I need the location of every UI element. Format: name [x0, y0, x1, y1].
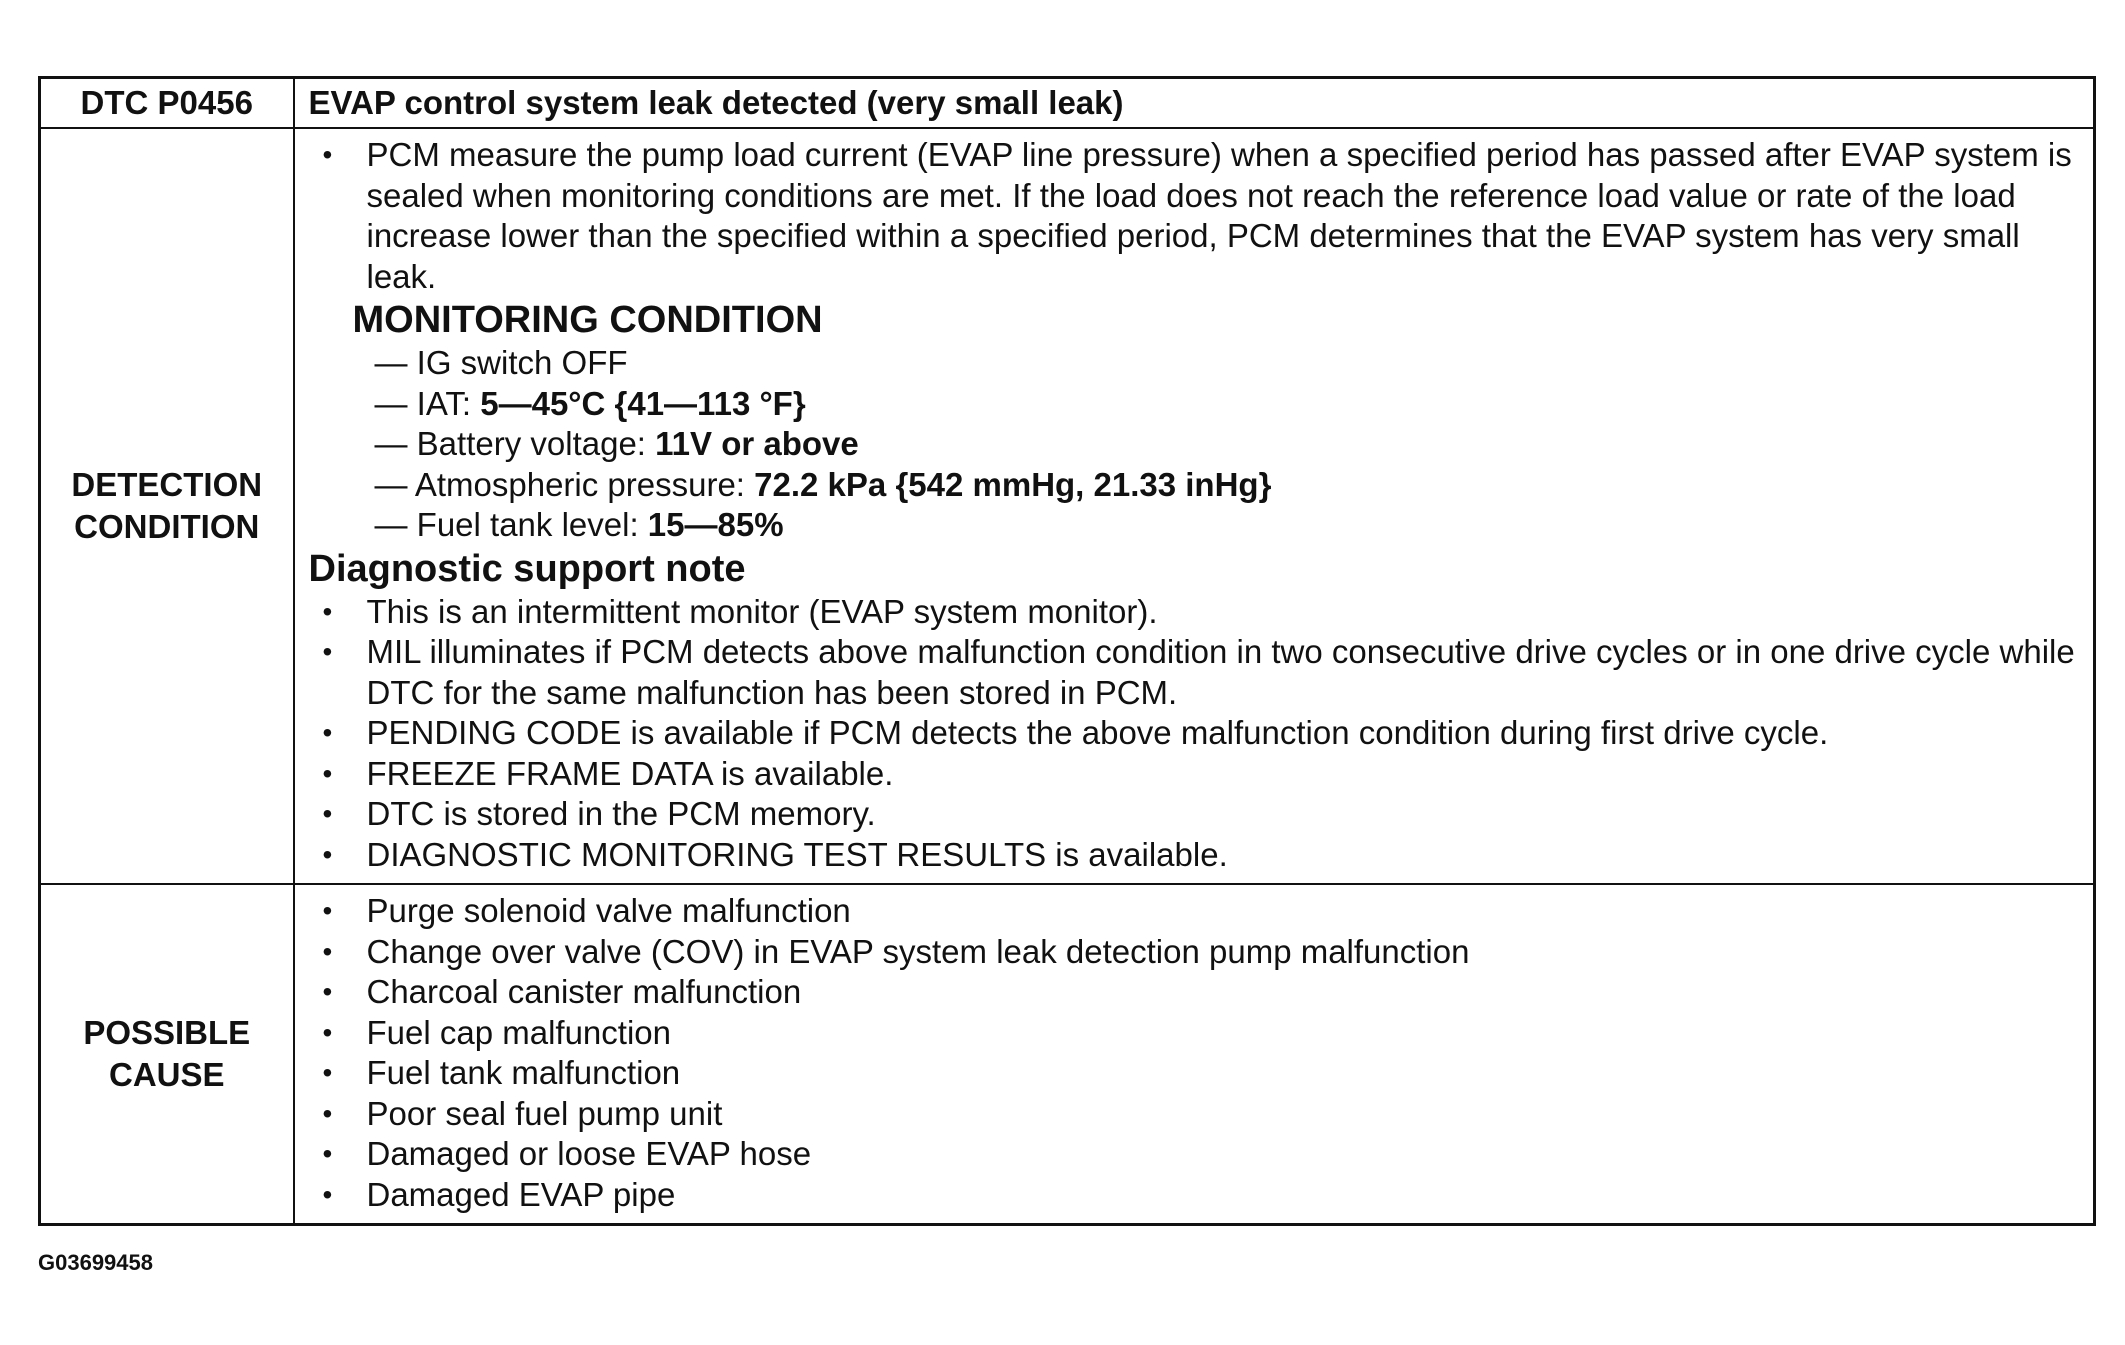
bullet-icon: • [322, 838, 333, 870]
detection-content [294, 128, 2095, 884]
detection-row [40, 128, 2095, 884]
condition-item: — Fuel tank level: 15—85% [374, 506, 784, 543]
bullet-icon: • [322, 636, 333, 667]
detection-label-line2: CONDITION [74, 508, 260, 545]
possible-cause-label [40, 884, 294, 1225]
cause-item: • Change over valve (COV) in EVAP system leak detection pump malfunction [309, 932, 2082, 973]
bullet-icon: • [322, 595, 333, 627]
note-item: • PENDING CODE is available if PCM detects the above malfunction condition during first drive cycle. [309, 713, 2082, 754]
cause-item: • Damaged EVAP pipe [309, 1175, 2082, 1216]
header-row [40, 78, 2095, 129]
bullet-icon: • [322, 1016, 333, 1048]
figure-id: G03699458 [38, 1250, 153, 1275]
condition-item: — Atmospheric pressure: 72.2 kPa {542 mmHg, 21.33 inHg} [374, 465, 1272, 503]
possible-cause-label-line2: CAUSE [108, 1056, 225, 1093]
bullet-icon: • [322, 1097, 333, 1129]
condition-item: — IG switch OFF [374, 344, 628, 381]
bullet-icon: • [322, 717, 333, 748]
cause-item: • Fuel cap malfunction [309, 1013, 2082, 1054]
condition-item: — IAT: 5—45°C {41—113 °F} [374, 384, 806, 422]
bullet-icon: • [322, 1057, 333, 1088]
cause-item: • Fuel tank malfunction [309, 1053, 2082, 1094]
possible-cause-content [294, 884, 2095, 1225]
note-item: • FREEZE FRAME DATA is available. [309, 754, 2082, 795]
bullet-icon: • [322, 798, 333, 829]
cause-item: • Poor seal fuel pump unit [309, 1094, 2082, 1135]
possible-cause-row [40, 884, 2095, 1225]
bullet-icon: • [322, 895, 333, 926]
cause-item: • Damaged or loose EVAP hose [309, 1134, 2082, 1175]
bullet-icon: • [322, 1138, 333, 1169]
dtc-table [38, 76, 2096, 1226]
bullet-icon: • [322, 757, 333, 789]
note-item: • MIL illuminates if PCM detects above malfunction condition in two consecutive drive cycles or in one drive cycle while DTC for the same malfunction has been stored in PCM. [322, 633, 2075, 711]
cause-item: • Purge solenoid valve malfunction [309, 891, 2082, 932]
condition-item: — Battery voltage: 11V or above [374, 425, 859, 462]
detection-label [40, 128, 294, 884]
possible-cause-list [309, 891, 2082, 1215]
cause-item: • Charcoal canister malfunction [309, 972, 2082, 1013]
dtc-code: DTC P0456 [40, 78, 294, 129]
bullet-icon: • [322, 1178, 333, 1210]
bullet-icon: • [322, 139, 333, 170]
dtc-title: EVAP control system leak detected (very small leak) [294, 78, 2095, 129]
note-item: • DIAGNOSTIC MONITORING TEST RESULTS is available. [309, 835, 2082, 876]
diagnostic-support-heading: Diagnostic support note [308, 547, 746, 590]
monitoring-condition-heading: MONITORING CONDITION [352, 299, 823, 341]
detection-label-line1: DETECTION [71, 466, 263, 503]
detection-description-list [309, 135, 2082, 297]
bullet-icon: • [322, 976, 333, 1007]
note-item: • DTC is stored in the PCM memory. [309, 794, 2082, 835]
diagnostic-notes-list [309, 592, 2082, 876]
possible-cause-label-line1: POSSIBLE [83, 1014, 251, 1051]
bullet-icon: • [322, 935, 333, 967]
monitoring-condition-list [309, 343, 2082, 546]
note-item: • This is an intermittent monitor (EVAP system monitor). [309, 592, 2082, 633]
detection-description: • PCM measure the pump load current (EVAP line pressure) when a specified period has passed after EVAP system is sealed when monitoring conditions are met. If the load does not reach the reference load value or rate of the load increase lower than the specified within a specified period, PCM determines that the EVAP system has very small leak. [322, 136, 2072, 295]
